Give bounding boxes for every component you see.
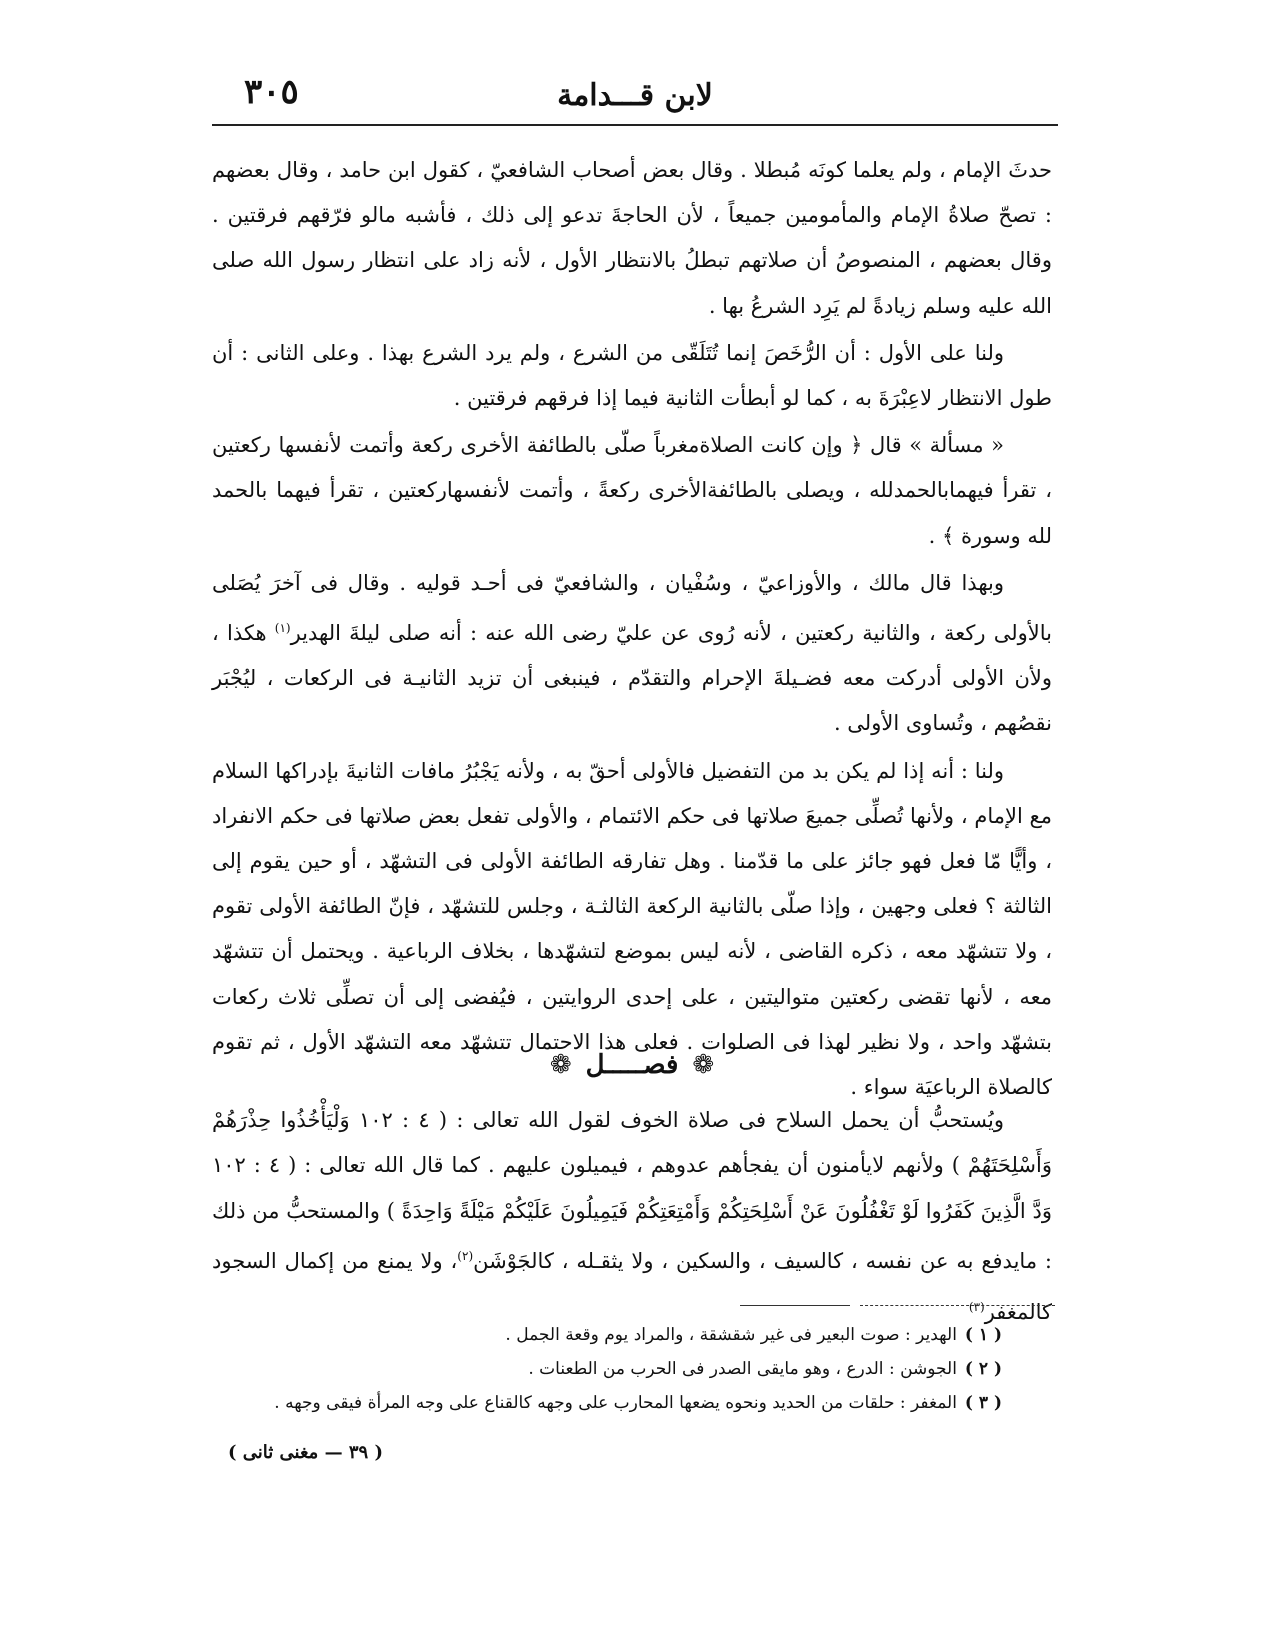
footnote [212,1352,1002,1386]
printer-signature: ( ٣٩ — مغنى ثانى ) [228,1442,383,1463]
footnote-ref: (٢) [457,1249,474,1264]
footnotes [212,1318,1002,1420]
footnote [212,1318,1002,1352]
section-heading [212,1040,1052,1090]
header-rule [212,124,1058,126]
footnote-text: الجوشن : الدرع ، وهو مايقى الصدر فى الحرب من الطعنات . [528,1359,957,1379]
paragraph-text: هكذا ، ولأن الأولى أدركت معه فضـيلةَ الإحرام والتقدّم ، فينبغى أن تزيد الثانيـة فى الركعات ، ليُجْبَر نقصُهم ، وتُساوى الأولى . [212,621,1052,736]
footnote-number: ( ١ ) [964,1325,1002,1345]
paragraph: حدثَ الإمام ، ولم يعلما كونَه مُبطلا . وقال بعض أصحاب الشافعيّ ، كقول ابن حامد ، وقال بعضهم : تصحّ صلاةُ الإمام والمأمومين جميعاً ، لأن الحاجةَ تدعو إلى ذلك ، فأشبه مالو فرّقهم فرقتين . وقال بعضهم ، المنصوصُ أن صلاتهم تبطلُ بالانتظار الأول ، لأنه زاد على انتظار رسول الله صلى الله عليه وسلم زيادةً لم يَرِد الشرعُ بها . [212,158,1052,318]
paragraph: ولنا على الأول : أن الرُّخَصَ إنما تُتَلَقّى من الشرع ، ولم يرد الشرع بهذا . وعلى الثانى : أن طول الانتظار لاعِبْرَةَ به ، كما لو أبطأت الثانية فيما إذا فرقهم فرقتين . [212,340,1052,411]
main-text [212,148,1052,1112]
paragraph: « مسألة » قال ﴿ وإن كانت الصلاةمغرباً صلّى بالطائفة الأخرى ركعة وأتمت لأنفسها ركعتين ، تقرأ فيهمابالحمدلله ، ويصلى بالطائفةالأخرى ركعةً ، وأتمت لأنفسهاركعتين ، تقرأ فيهما بالحمد لله وسورة ﴾ . [212,433,1052,548]
paragraph-text: ، ولا يمنع من إكمال السجود كالمغفر [212,1249,1052,1324]
running-title: لابن قـــدامة [557,78,713,113]
section-title: فصـــــل [585,1050,679,1080]
ornament-icon: ❁ [549,1050,572,1080]
ornament-icon: ❁ [692,1050,715,1080]
footnote-separator [860,1305,1055,1307]
footnote-number: ( ٣ ) [964,1393,1002,1413]
paragraph [212,1098,1052,1335]
footnote-ref: (١) [274,621,291,636]
footnote-number: ( ٢ ) [964,1359,1002,1379]
footnote-text: المغفر : حلقات من الحديد ونحوه يضعها المحارب على وجهه كالقناع على وجه المرأة فيقى وجهه . [274,1393,957,1413]
page-header [214,72,1056,122]
footnote [212,1386,1002,1420]
footnote-text: الهدير : صوت البعير فى غير شقشقة ، والمراد يوم وقعة الجمل . [505,1325,957,1345]
section-text [212,1098,1052,1335]
paragraph [212,561,1052,747]
footnote-separator [740,1305,850,1306]
paragraph: ولنا : أنه إذا لم يكن بد من التفضيل فالأولى أحقّ به ، ولأنه يَجْبُرُ مافات الثانيةَ بإدراكها السلام مع الإمام ، ولأنها تُصلِّى جميعَ صلاتها فى حكم الائتمام ، والأولى تفعل بعض صلاتها فى حكم الانفراد ، وأيًّا مّا فعل فهو جائز على ما قدّمنا . وهل تفارقه الطائفة الأولى فى التشهّد ، أو حين يقوم إلى الثالثة ؟ فعلى وجهين ، وإذا صلّى بالثانية الركعة الثالثـة ، وجلس للتشهّد ، فإنّ الطائفة الأولى تقوم ، ولا تتشهّد معه ، ذكره القاضى ، لأنه ليس بموضع لتشهّدها ، بخلاف الرباعية . ويحتمل أن تتشهّد معه ، لأنها تقضى ركعتين متواليتين ، على إحدى الروايتين ، فيُفضى إلى أن تصلِّى ثلاث ركعات بتشهّد واحد ، ولا نظير لهذا فى الصلوات . فعلى هذا الاحتمال تتشهّد معه التشهّد الأول ، ثم تقوم كالصلاة الرباعيَة سواء . [212,758,1052,1100]
paragraph-text: وبهذا قال مالك ، والأوزاعيّ ، وسُفْيان ، والشافعيّ فى أحـد قوليه . وقال فى آخرَ يُصَلى بالأولى ركعة ، والثانية ركعتين ، لأنه رُوى عن عليّ رضى الله عنه : أنه صلى ليلةَ الهدير [212,570,1052,646]
paragraph-text: ويُستحبُّ أن يحمل السلاح فى صلاة الخوف لقول الله تعالى : ( ٤ : ١٠٢ وَلْيَأْخُذُوا حِذْرَهُمْ وَأَسْلِحَتَهُمْ ) ولأنهم لايأمنون أن يفجأهم عدوهم ، فيميلون عليهم . كما قال الله تعالى : ( ٤ : ١٠٢ وَدَّ الَّذِينَ كَفَرُوا لَوْ تَغْفُلُونَ عَنْ أَسْلِحَتِكُمْ وَأَمْتِعَتِكُمْ فَيَمِيلُونَ عَلَيْكُمْ مَيْلَةً وَاحِدَةً ) والمستحبُّ من ذلك : مايدفع به عن نفسه ، كالسيف ، والسكين ، ولا يثقـله ، كالجَوْشَن [212,1108,1053,1274]
footnote-ref: (٣) [968,1299,985,1314]
page-number: ٣٠٥ [244,72,299,112]
